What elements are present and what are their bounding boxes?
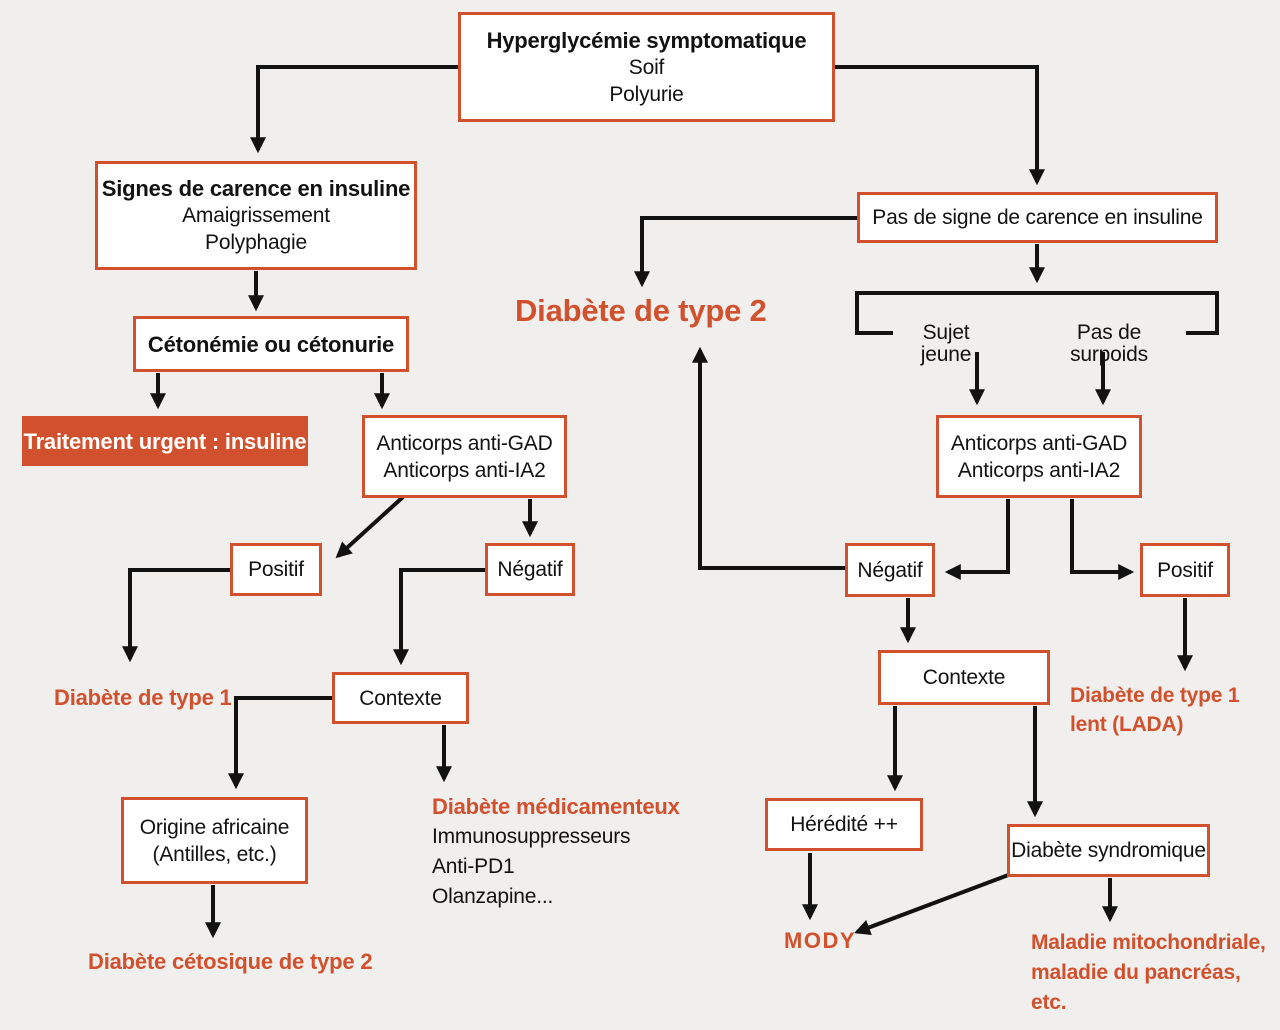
node-negatif-right-title: Négatif [857, 558, 923, 582]
label-olanzapine: Olanzapine... [432, 885, 554, 908]
node-cetonemie-title: Cétonémie ou cétonurie [147, 331, 395, 357]
label-anti-pd1: Anti-PD1 [432, 855, 515, 878]
node-origine-africaine [121, 797, 308, 884]
arrow-contexte-to-origine [236, 698, 332, 786]
arrow-negatif-right-to-type2 [700, 350, 845, 568]
label-lada-line1: Diabète de type 1 [1070, 684, 1240, 707]
node-anticorps-right [936, 415, 1142, 498]
label-mitochondriale-block [1031, 928, 1266, 1018]
node-pas-de-signe [857, 192, 1218, 243]
arrow-syndromique-to-mody [857, 874, 1011, 932]
node-traitement-title: Traitement urgent : insuline [23, 428, 307, 454]
node-pas-de-signe-title: Pas de signe de carence en insuline [872, 206, 1203, 229]
label-sujet-jeune: Sujet jeune [920, 321, 972, 366]
label-lada-line2: lent (LADA) [1070, 713, 1184, 736]
arrow-pas-de-signe-to-type2 [642, 218, 857, 284]
label-mito-line2: maladie du pancréas, [1031, 961, 1241, 984]
node-hyperglycemie-title: Hyperglycémie symptomatique [486, 27, 807, 53]
node-anticorps-left-line1: Anticorps anti-GAD [376, 431, 553, 455]
node-positif-right-title: Positif [1157, 558, 1213, 582]
node-carence-line2: Polyphagie [205, 231, 307, 254]
node-positif-right [1140, 543, 1230, 597]
node-heredite-title: Hérédité ++ [790, 813, 898, 836]
label-mody: MODY [784, 928, 856, 953]
label-mito-line3: etc. [1031, 991, 1067, 1014]
arrow-anticorps-to-positif-left [338, 497, 403, 556]
node-positif-left [230, 543, 322, 596]
label-diabete-medicamenteux-block [432, 792, 680, 912]
node-negatif-left-title: Négatif [497, 558, 563, 581]
node-contexte-right [878, 650, 1050, 705]
label-mito-line1: Maladie mitochondriale, [1031, 931, 1266, 954]
arrow-negatif-to-contexte-left [401, 570, 485, 662]
node-origine-line2: (Antilles, etc.) [152, 842, 277, 866]
arrow-positif-to-type1 [130, 570, 230, 659]
node-anticorps-left [362, 415, 567, 498]
node-hyperglycemie-line1: Soif [628, 55, 665, 79]
node-positif-left-title: Positif [248, 558, 304, 581]
label-pas-de-surpoids: Pas de surpoids [1070, 321, 1148, 366]
label-immunosuppresseurs: Immunosuppresseurs [432, 825, 631, 848]
label-diabete-type-2: Diabète de type 2 [515, 293, 767, 328]
label-diabete-cetosique: Diabète cétosique de type 2 [88, 949, 373, 974]
arrow-top-to-pas-de-signe [835, 67, 1037, 182]
node-contexte-left [332, 672, 469, 724]
node-syndromique [1007, 824, 1210, 877]
label-lada-block [1070, 681, 1239, 739]
node-carence-line1: Amaigrissement [182, 204, 330, 227]
node-heredite [765, 798, 923, 851]
node-anticorps-right-line1: Anticorps anti-GAD [950, 431, 1128, 455]
arrow-anticorps-to-negatif-right [948, 499, 1008, 572]
node-anticorps-right-line2: Anticorps anti-IA2 [957, 458, 1121, 482]
node-carence-title: Signes de carence en insuline [101, 176, 411, 201]
arrow-top-to-carence [258, 67, 458, 150]
node-traitement-urgent [22, 416, 308, 466]
node-carence [95, 161, 417, 270]
node-contexte-right-title: Contexte [922, 666, 1006, 689]
node-anticorps-left-line2: Anticorps anti-IA2 [383, 458, 546, 482]
node-negatif-left [485, 543, 575, 596]
node-negatif-right [845, 543, 935, 597]
node-origine-line1: Origine africaine [139, 815, 290, 839]
node-syndromique-title: Diabète syndromique [1011, 839, 1206, 862]
label-diabete-medicamenteux: Diabète médicamenteux [432, 794, 680, 819]
node-hyperglycemie-line2: Polyurie [609, 82, 684, 106]
node-contexte-left-title: Contexte [359, 686, 442, 710]
node-hyperglycemie [458, 12, 835, 122]
node-cetonemie [133, 316, 409, 372]
arrow-anticorps-to-positif-right [1072, 499, 1131, 572]
label-diabete-type-1: Diabète de type 1 [54, 685, 232, 710]
